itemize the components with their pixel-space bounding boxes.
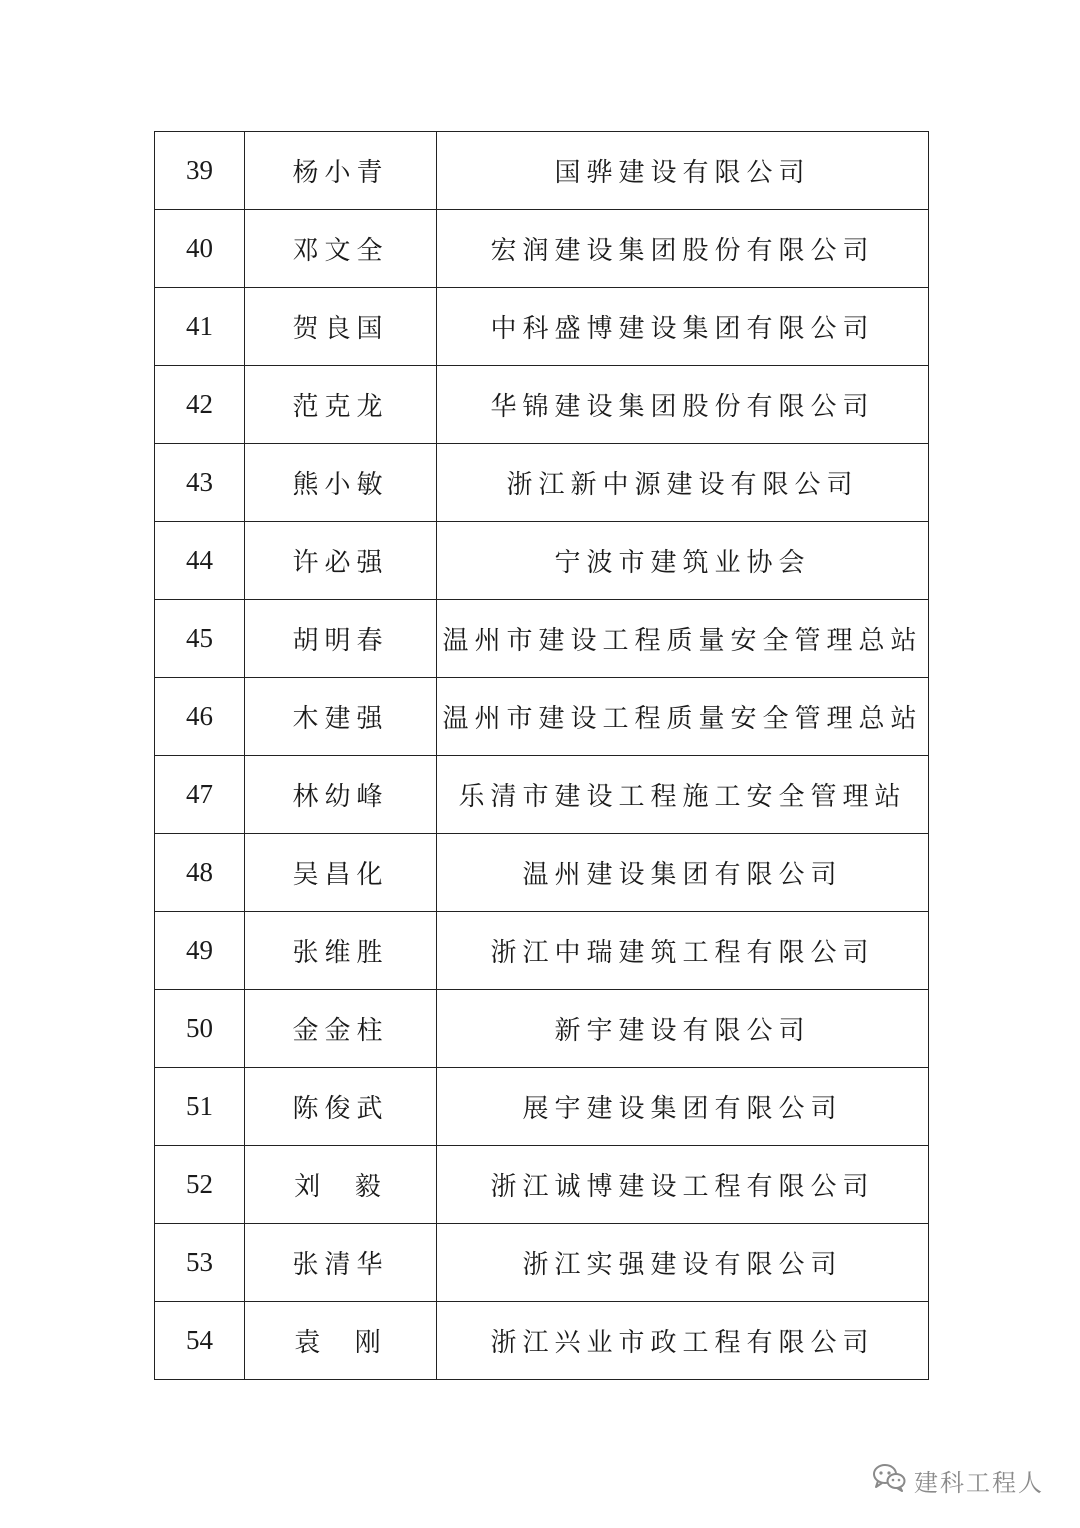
row-number: 49 (155, 912, 245, 990)
person-name: 吴昌化 (245, 834, 437, 912)
wechat-icon (872, 1462, 906, 1498)
person-name: 金金柱 (245, 990, 437, 1068)
table-row (155, 756, 929, 834)
person-name: 胡明春 (245, 600, 437, 678)
organization-name: 温州市建设工程质量安全管理总站 (437, 678, 929, 756)
person-name: 刘 毅 (245, 1146, 437, 1224)
table-row (155, 444, 929, 522)
table-row (155, 678, 929, 756)
table-row (155, 1146, 929, 1224)
row-number: 54 (155, 1302, 245, 1380)
person-name: 张清华 (245, 1224, 437, 1302)
row-number: 43 (155, 444, 245, 522)
organization-name: 浙江新中源建设有限公司 (437, 444, 929, 522)
row-number: 41 (155, 288, 245, 366)
organization-name: 浙江中瑞建筑工程有限公司 (437, 912, 929, 990)
row-number: 50 (155, 990, 245, 1068)
person-name: 许必强 (245, 522, 437, 600)
row-number: 44 (155, 522, 245, 600)
organization-name: 新宇建设有限公司 (437, 990, 929, 1068)
person-name: 张维胜 (245, 912, 437, 990)
organization-name: 温州市建设工程质量安全管理总站 (437, 600, 929, 678)
person-name: 熊小敏 (245, 444, 437, 522)
person-name: 袁 刚 (245, 1302, 437, 1380)
table-row (155, 522, 929, 600)
row-number: 52 (155, 1146, 245, 1224)
roster-table (154, 131, 929, 1380)
row-number: 48 (155, 834, 245, 912)
watermark-text: 建科工程人 (914, 1468, 1044, 1497)
organization-name: 浙江实强建设有限公司 (437, 1224, 929, 1302)
table-row (155, 132, 929, 210)
table-row (155, 1224, 929, 1302)
organization-name: 中科盛博建设集团有限公司 (437, 288, 929, 366)
table-row (155, 210, 929, 288)
person-name: 林幼峰 (245, 756, 437, 834)
organization-name: 展宇建设集团有限公司 (437, 1068, 929, 1146)
row-number: 39 (155, 132, 245, 210)
watermark (872, 1462, 1044, 1498)
table-row (155, 1302, 929, 1380)
row-number: 42 (155, 366, 245, 444)
organization-name: 温州建设集团有限公司 (437, 834, 929, 912)
table-row (155, 366, 929, 444)
person-name: 陈俊武 (245, 1068, 437, 1146)
table-row (155, 1068, 929, 1146)
roster-body (155, 132, 929, 1380)
organization-name: 浙江诚博建设工程有限公司 (437, 1146, 929, 1224)
organization-name: 华锦建设集团股份有限公司 (437, 366, 929, 444)
row-number: 53 (155, 1224, 245, 1302)
row-number: 51 (155, 1068, 245, 1146)
row-number: 40 (155, 210, 245, 288)
table-row (155, 834, 929, 912)
organization-name: 乐清市建设工程施工安全管理站 (437, 756, 929, 834)
row-number: 47 (155, 756, 245, 834)
person-name: 范克龙 (245, 366, 437, 444)
organization-name: 国骅建设有限公司 (437, 132, 929, 210)
table-row (155, 912, 929, 990)
person-name: 邓文全 (245, 210, 437, 288)
organization-name: 宁波市建筑业协会 (437, 522, 929, 600)
organization-name: 宏润建设集团股份有限公司 (437, 210, 929, 288)
table-row (155, 600, 929, 678)
table-row (155, 288, 929, 366)
person-name: 木建强 (245, 678, 437, 756)
organization-name: 浙江兴业市政工程有限公司 (437, 1302, 929, 1380)
person-name: 贺良国 (245, 288, 437, 366)
row-number: 46 (155, 678, 245, 756)
row-number: 45 (155, 600, 245, 678)
table-row (155, 990, 929, 1068)
person-name: 杨小青 (245, 132, 437, 210)
